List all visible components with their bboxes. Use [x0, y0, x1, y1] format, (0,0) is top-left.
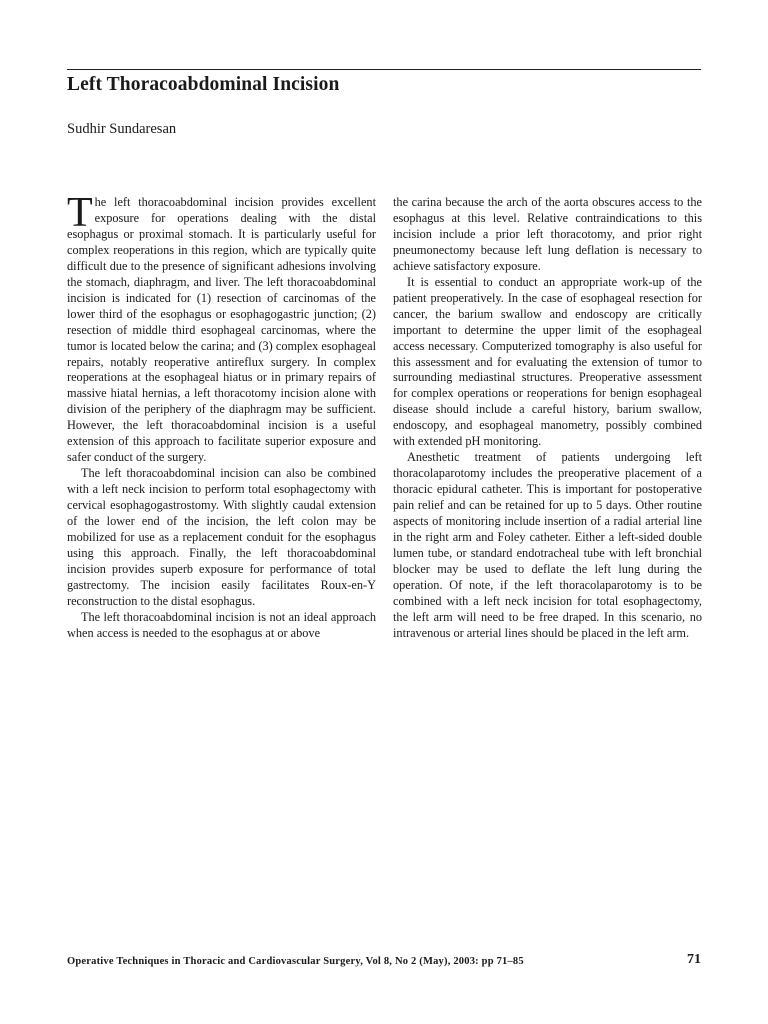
left-column	[67, 190, 376, 642]
page-number: 71	[687, 952, 701, 967]
drop-cap: T	[67, 190, 93, 236]
author-name: Sudhir Sundaresan	[67, 121, 177, 137]
paragraph-intro	[67, 190, 376, 466]
journal-citation: Operative Techniques in Thoracic and Cardiovascular Surgery, Vol 8, No 2 (May), 2003: pp 71–85	[67, 956, 524, 967]
paragraph-workup: It is essential to conduct an appropriate work-up of the patient preoperatively. In the case of esophageal resection for cancer, the barium swallow and endoscopy are critically important to determine the upper limit of the esophageal access necessary. Computerized tomography is also useful for this assessment and for evaluating the extension of tumor to surrounding mediastinal structures. Preoperative assessment for complex operations or reoperations for benign esophageal disease should include a careful history, barium swallow, endoscopy, and esophageal manometry, possibly combined with extended pH monitoring.	[393, 274, 702, 449]
paragraph-contraindication-cont: the carina because the arch of the aorta obscures access to the esophagus at this level. Relative contraindications to this incision include a prior left thoracotomy, and prior right pneumonectomy because left lung deflation is necessary to achieve satisfactory exposure.	[393, 195, 702, 273]
paragraph-intro-text: he left thoracoabdominal incision provides excellent exposure for operations dealing with the distal esophagus or proximal stomach. It is particularly useful for complex reoperations in this region, which are typically quite difficult due to the presence of significant adhesions involving the stomach, diaphragm, and liver. The left thoracoabdominal incision is indicated for (1) resection of carcinomas of the lower third of the esophagus or esophagogastric junction; (2) resection of middle third esophageal carcinomas, where the tumor is located below the carina; and (3) complex esophageal repairs, notably reoperative antireflux surgery. In complex reoperations at the esophageal hiatus or in primary repairs of massive hiatal hernias, a left thoracotomy incision alone with division of the periphery of the diaphragm may be sufficient. However, the left thoracoabdominal incision is a useful extension of this approach to facilitate superior exposure and safer conduct of the surgery.	[67, 195, 376, 465]
paragraph-anesthetic: Anesthetic treatment of patients undergoing left thoracolaparotomy includes the preoperative placement of a thoracic epidural catheter. This is important for postoperative pain relief and can be retained for up to 5 days. Other routine aspects of monitoring include insertion of a radial arterial line in the right arm and Foley catheter. Either a left-sided double lumen tube, or standard endotracheal tube with left bronchial blocker may be used to deflate the left lung during the operation. Of note, if the left thoracolaparotomy is to be combined with a left neck incision for total esophagectomy, the left arm will need to be free draped. In this scenario, no intravenous or arterial lines should be placed in the left arm.	[393, 450, 702, 640]
paragraph-contraindication-start: The left thoracoabdominal incision is not an ideal approach when access is needed to the esophagus at or above	[67, 609, 376, 640]
article-title: Left Thoracoabdominal Incision	[67, 74, 340, 95]
right-column	[393, 195, 702, 642]
paragraph-neck-incision: The left thoracoabdominal incision can also be combined with a left neck incision to perform total esophagectomy with cervical esophagogastrostomy. With slightly caudal extension of the lower end of the incision, the left colon may be mobilized for use as a replacement conduit for the esophagus using this approach. Finally, the left thoracoabdominal incision provides superb exposure for performance of total gastrectomy. The incision easily facilitates Roux-en-Y reconstruction to the distal esophagus.	[67, 466, 376, 608]
header-rule	[67, 69, 701, 70]
